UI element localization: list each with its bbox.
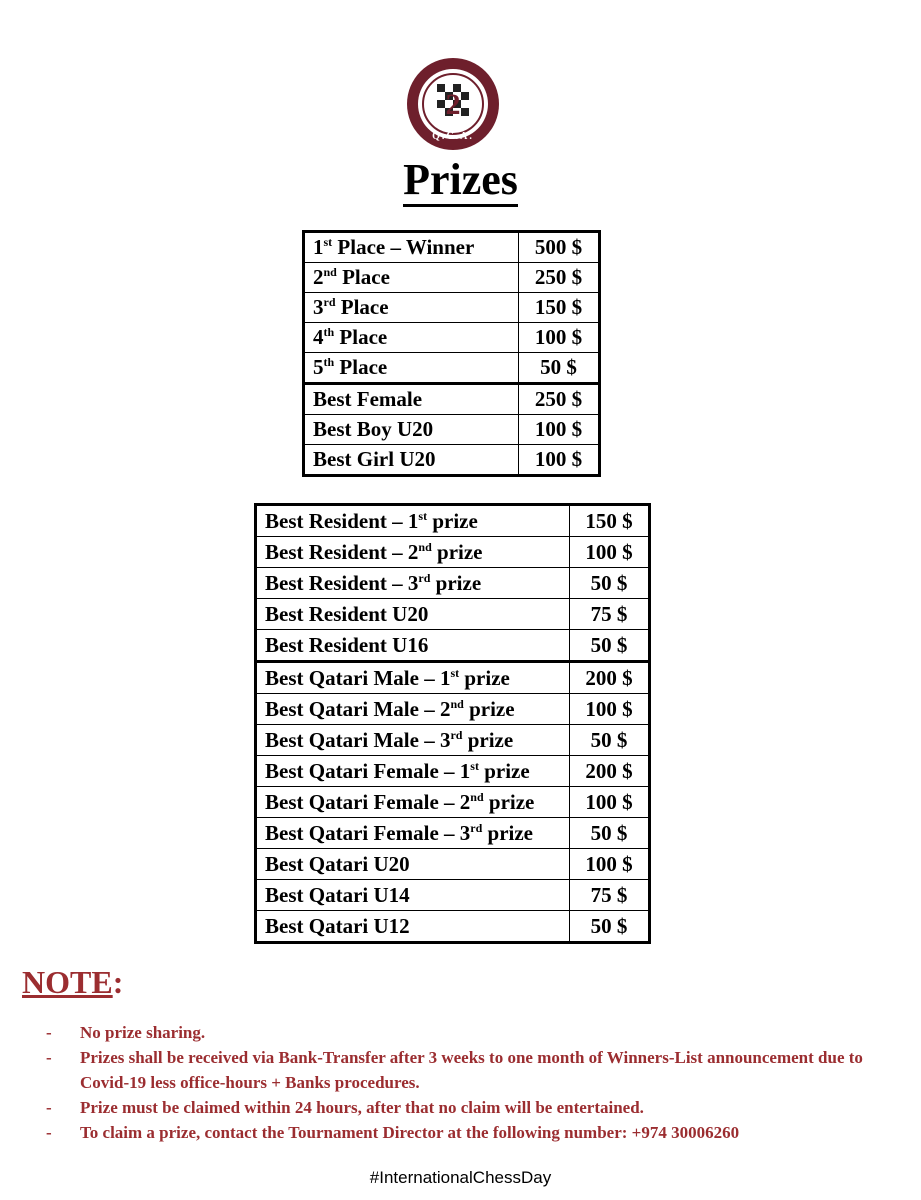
prize-label: Best Qatari Male – 2nd prize [256, 694, 570, 725]
table-row [304, 263, 600, 293]
prize-label: 1st Place – Winner [304, 232, 519, 263]
notes-list [40, 1020, 900, 1145]
prize-amount: 200 $ [570, 756, 650, 787]
prize-label: Best Qatari Male – 1st prize [256, 662, 570, 694]
table-row [304, 445, 600, 476]
prize-amount: 50 $ [570, 725, 650, 756]
prize-amount: 75 $ [570, 599, 650, 630]
prize-label: Best Resident – 1st prize [256, 505, 570, 537]
table-row [256, 756, 650, 787]
table-row [304, 232, 600, 263]
table-row [304, 384, 600, 415]
svg-text:Q.C.A.: Q.C.A. [432, 131, 474, 142]
list-item: - No prize sharing. [40, 1020, 900, 1045]
table-row [256, 599, 650, 630]
table-row [256, 630, 650, 662]
table-row [256, 849, 650, 880]
prize-label: Best Qatari Female – 1st prize [256, 756, 570, 787]
table-row [256, 818, 650, 849]
note-heading: NOTE: [22, 964, 124, 1000]
prize-amount: 100 $ [570, 537, 650, 568]
prize-label: Best Qatari Female – 2nd prize [256, 787, 570, 818]
prize-amount: 100 $ [519, 415, 600, 445]
resident-qatari-prizes-table [254, 503, 651, 944]
prize-amount: 100 $ [570, 849, 650, 880]
table-row [256, 537, 650, 568]
list-item: - Prizes shall be received via Bank-Transfer after 3 weeks to one month of Winners-List announcement due to Covid-19 less office-hours + Banks procedures. [40, 1045, 900, 1095]
table-row [256, 694, 650, 725]
prize-amount: 50 $ [570, 818, 650, 849]
prize-label: Best Resident U20 [256, 599, 570, 630]
prize-amount: 250 $ [519, 263, 600, 293]
prize-amount: 150 $ [570, 505, 650, 537]
prize-label: Best Qatari U14 [256, 880, 570, 911]
prize-amount: 75 $ [570, 880, 650, 911]
table-row [304, 293, 600, 323]
table-row [256, 505, 650, 537]
prize-label: Best Resident – 2nd prize [256, 537, 570, 568]
prize-label: 4th Place [304, 323, 519, 353]
prize-label: 2nd Place [304, 263, 519, 293]
prize-label: Best Qatari U20 [256, 849, 570, 880]
table-row [304, 353, 600, 384]
prize-label: Best Girl U20 [304, 445, 519, 476]
prize-label: Best Female [304, 384, 519, 415]
prize-label: Best Qatari U12 [256, 911, 570, 943]
prize-amount: 500 $ [519, 232, 600, 263]
hashtag: #InternationalChessDay [369, 1168, 552, 1187]
prize-amount: 50 $ [570, 911, 650, 943]
table-row [256, 880, 650, 911]
list-item: - To claim a prize, contact the Tournament Director at the following number: +974 30006260 [40, 1120, 900, 1145]
table-row [304, 415, 600, 445]
table-row [256, 662, 650, 694]
svg-text:2: 2 [445, 88, 461, 121]
prize-label: Best Boy U20 [304, 415, 519, 445]
prize-amount: 150 $ [519, 293, 600, 323]
prize-amount: 50 $ [570, 568, 650, 599]
main-prizes-table [302, 230, 601, 477]
table-row [256, 725, 650, 756]
list-item: - Prize must be claimed within 24 hours, after that no claim will be entertained. [40, 1095, 900, 1120]
table-row [256, 911, 650, 943]
prize-amount: 100 $ [519, 323, 600, 353]
table-row [256, 568, 650, 599]
prize-amount: 200 $ [570, 662, 650, 694]
prize-amount: 250 $ [519, 384, 600, 415]
prize-label: 3rd Place [304, 293, 519, 323]
prize-amount: 100 $ [570, 694, 650, 725]
prize-label: 5th Place [304, 353, 519, 384]
prize-amount: 50 $ [519, 353, 600, 384]
prize-label: Best Qatari Female – 3rd prize [256, 818, 570, 849]
prize-amount: 100 $ [570, 787, 650, 818]
prize-label: Best Resident U16 [256, 630, 570, 662]
table-row [256, 787, 650, 818]
qca-logo [403, 56, 503, 152]
prize-label: Best Qatari Male – 3rd prize [256, 725, 570, 756]
prize-amount: 50 $ [570, 630, 650, 662]
table-row [304, 323, 600, 353]
prize-label: Best Resident – 3rd prize [256, 568, 570, 599]
prize-amount: 100 $ [519, 445, 600, 476]
page-title: Prizes [0, 152, 921, 208]
